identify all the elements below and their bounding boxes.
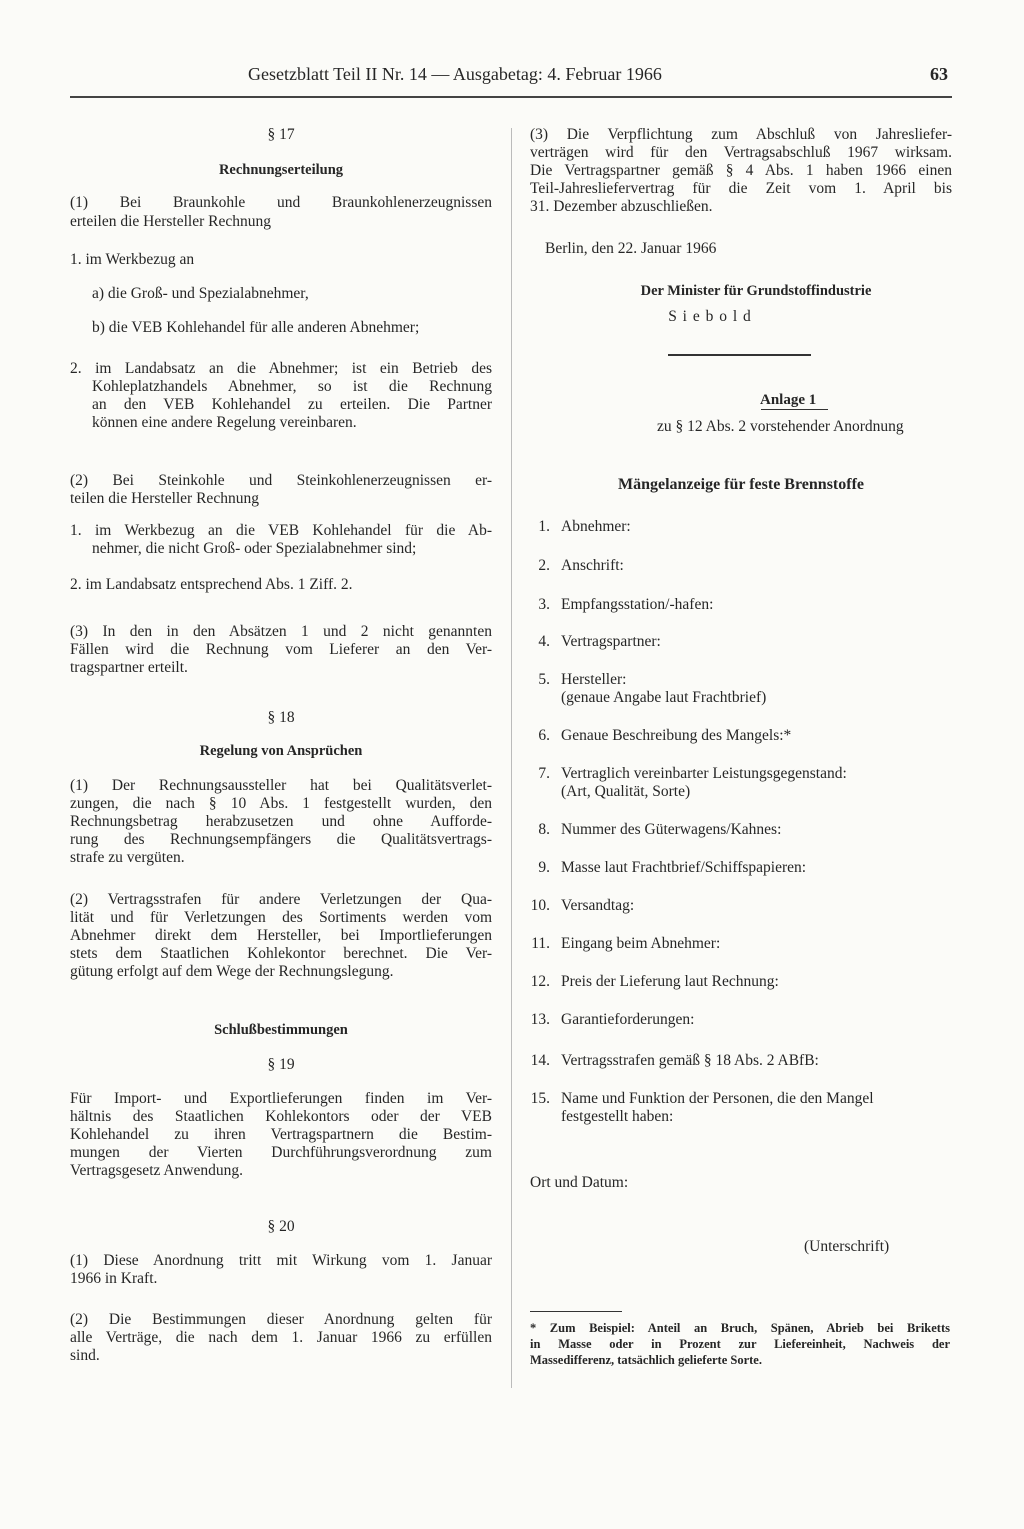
section-17-title: Rechnungserteilung bbox=[218, 162, 344, 178]
s17-item1: 1. im Werkbezug an bbox=[70, 251, 195, 268]
s19-line3: Kohlehandel zu ihren Vertragspartnern die Bestim- bbox=[70, 1126, 492, 1143]
s17-para3-line2: Fällen wird die Rechnung vom Lieferer an den Ver- bbox=[70, 641, 492, 658]
annex-title: Anlage 1 bbox=[760, 392, 817, 408]
s20-para1-line1: (1) Diese Anordnung tritt mit Wirkung vom 1. Januar bbox=[70, 1252, 492, 1269]
s18-para2-line1: (2) Vertragsstrafen für andere Verletzungen der Qua- bbox=[70, 891, 492, 908]
page-number: 63 bbox=[930, 64, 948, 84]
form-item-number: 10. bbox=[530, 897, 550, 914]
s18-para2-line5: gütung erfolgt auf dem Wege der Rechnungslegung. bbox=[70, 963, 394, 980]
form-item-label: Versandtag: bbox=[561, 897, 635, 914]
s18-para2-line4: stets dem Staatlichen Kohlekontor berechnet. Die Ver- bbox=[70, 945, 492, 962]
r-para3-line2: verträgen wird für den Vertragsabschluß 1967 wirksam. bbox=[530, 144, 952, 161]
s18-para1-line3: Rechnungsbetrag herabzusetzen und ohne Aufforde- bbox=[70, 813, 492, 830]
section-18-title: Regelung von Ansprüchen bbox=[199, 743, 363, 759]
form-title: Mängelanzeige für feste Brennstoffe bbox=[617, 476, 864, 493]
form-item-label-continued: (Art, Qualität, Sorte) bbox=[561, 783, 691, 800]
s17-para2-item2: 2. im Landabsatz entsprechend Abs. 1 Ziff. 2. bbox=[70, 576, 353, 593]
section-18-heading: § 18 bbox=[267, 709, 295, 726]
s20-para2-line2: alle Verträge, die nach dem 1. Januar 1966 zu erfüllen bbox=[70, 1329, 492, 1346]
s17-para1-line1: (1) Bei Braunkohle und Braunkohlenerzeugnissen bbox=[70, 194, 492, 211]
s17-para3-line3: tragspartner erteilt. bbox=[70, 659, 188, 676]
annex-title-underline bbox=[761, 409, 828, 410]
footnote-line2: in Masse oder in Prozent zur Liefereinheit, Nachweis der bbox=[530, 1337, 950, 1351]
form-item-number: 6. bbox=[538, 727, 550, 744]
form-item-number: 7. bbox=[538, 765, 550, 782]
s18-para1-line2: zungen, die nach § 10 Abs. 1 festgestellt wurden, den bbox=[70, 795, 492, 812]
s20-para1-line2: 1966 in Kraft. bbox=[70, 1270, 158, 1287]
form-item-label: Genaue Beschreibung des Mangels:* bbox=[561, 727, 792, 744]
s17-item2-line2: Kohleplatzhandels Abnehmer, so ist die Rechnung bbox=[92, 378, 492, 395]
s17-item1a: a) die Groß- und Spezialabnehmer, bbox=[92, 285, 309, 302]
section-20-heading: § 20 bbox=[267, 1218, 295, 1235]
s18-para2-line2: lität und für Verletzungen des Sortiments werden vom bbox=[70, 909, 492, 926]
form-item-number: 4. bbox=[538, 633, 550, 650]
header-rule bbox=[70, 96, 952, 98]
form-item-label: Name und Funktion der Personen, die den Mangel bbox=[561, 1090, 874, 1107]
s18-para2-line3: Abnehmer direkt dem Hersteller, bei Importlieferungen bbox=[70, 927, 492, 944]
s19-line4: mungen der Vierten Durchführungsverordnung zum bbox=[70, 1144, 492, 1161]
footnote-rule bbox=[530, 1311, 622, 1312]
minister-title: Der Minister für Grundstoffindustrie bbox=[640, 283, 872, 299]
form-item-number: 12. bbox=[530, 973, 550, 990]
form-item-number: 8. bbox=[538, 821, 550, 838]
signature-label: (Unterschrift) bbox=[804, 1238, 890, 1255]
r-para3-line3: Die Vertragspartner gemäß § 4 Abs. 1 haben 1966 einen bbox=[530, 162, 952, 179]
page-header-title: Gesetzblatt Teil II Nr. 14 — Ausgabetag: 4. Februar 1966 bbox=[248, 64, 662, 84]
r-para3-line1: (3) Die Verpflichtung zum Abschluß von Jahresliefer- bbox=[530, 126, 952, 143]
s17-para3-line1: (3) In den in den Absätzen 1 und 2 nicht genannten bbox=[70, 623, 492, 640]
annex-subtitle: zu § 12 Abs. 2 vorstehender Anordnung bbox=[657, 418, 904, 435]
s19-line2: hältnis des Staatlichen Kohlekontors oder der VEB bbox=[70, 1108, 492, 1125]
form-item-label: Vertragspartner: bbox=[561, 633, 661, 650]
s17-para1-line2: erteilen die Hersteller Rechnung bbox=[70, 213, 271, 230]
form-item-number: 11. bbox=[531, 935, 550, 952]
s18-para1-line5: strafe zu vergüten. bbox=[70, 849, 185, 866]
s17-item1b: b) die VEB Kohlehandel für alle anderen Abnehmer; bbox=[92, 319, 420, 336]
s17-item2-line4: können eine andere Regelung vereinbaren. bbox=[92, 414, 357, 431]
form-item-label-continued: (genaue Angabe laut Frachtbrief) bbox=[561, 689, 767, 706]
s20-para2-line3: sind. bbox=[70, 1347, 100, 1364]
section-19-heading: § 19 bbox=[267, 1056, 295, 1073]
form-item-label: Eingang beim Abnehmer: bbox=[561, 935, 721, 952]
form-item-label: Vertraglich vereinbarter Leistungsgegenstand: bbox=[561, 765, 847, 782]
separator-rule bbox=[668, 354, 811, 356]
form-item-number: 3. bbox=[538, 596, 550, 613]
s18-para1-line4: rung des Rechnungsempfängers die Qualitätsvertrags- bbox=[70, 831, 492, 848]
minister-name: S i e b o l d bbox=[668, 308, 752, 325]
s17-para2-item1-line1: 1. im Werkbezug an die VEB Kohlehandel für die Ab- bbox=[70, 522, 492, 539]
r-para3-line4: Teil-Jahresliefervertrag für die Zeit vom 1. April bis bbox=[530, 180, 952, 197]
form-item-label: Vertragsstrafen gemäß § 18 Abs. 2 ABfB: bbox=[561, 1052, 819, 1069]
form-item-label: Nummer des Güterwagens/Kahnes: bbox=[561, 821, 782, 838]
s18-para1-line1: (1) Der Rechnungsaussteller hat bei Qualitätsverlet- bbox=[70, 777, 492, 794]
form-item-number: 14. bbox=[530, 1052, 550, 1069]
form-item-label: Abnehmer: bbox=[561, 518, 631, 535]
r-para3-line5: 31. Dezember abzuschließen. bbox=[530, 198, 713, 215]
s19-line1: Für Import- und Exportlieferungen finden im Ver- bbox=[70, 1090, 492, 1107]
s17-para2-line1: (2) Bei Steinkohle und Steinkohlenerzeugnissen er- bbox=[70, 472, 492, 489]
form-item-label: Preis der Lieferung laut Rechnung: bbox=[561, 973, 779, 990]
form-item-label: Garantieforderungen: bbox=[561, 1011, 695, 1028]
form-item-label: Hersteller: bbox=[561, 671, 627, 688]
form-item-label: Masse laut Frachtbrief/Schiffspapieren: bbox=[561, 859, 807, 876]
column-divider bbox=[511, 128, 512, 1388]
form-item-label-continued: festgestellt haben: bbox=[561, 1108, 674, 1125]
s20-para2-line1: (2) Die Bestimmungen dieser Anordnung gelten für bbox=[70, 1311, 492, 1328]
s17-item2-line3: an den VEB Kohlehandel zu erteilen. Die Partner bbox=[92, 396, 492, 413]
form-item-number: 9. bbox=[538, 859, 550, 876]
s17-para2-line2: teilen die Hersteller Rechnung bbox=[70, 490, 259, 507]
form-item-number: 1. bbox=[538, 518, 550, 535]
s17-item2-line1: 2. im Landabsatz an die Abnehmer; ist ein Betrieb des bbox=[70, 360, 492, 377]
footnote-line3: Massedifferenz, tatsächlich gelieferte Sorte. bbox=[530, 1353, 762, 1367]
final-provisions-title: Schlußbestimmungen bbox=[214, 1022, 348, 1038]
form-item-number: 2. bbox=[538, 557, 550, 574]
form-item-number: 15. bbox=[530, 1090, 550, 1107]
form-item-number: 13. bbox=[530, 1011, 550, 1028]
section-17-heading: § 17 bbox=[267, 126, 295, 143]
s19-line5: Vertragsgesetz Anwendung. bbox=[70, 1162, 244, 1179]
footnote-line1: * Zum Beispiel: Anteil an Bruch, Spänen, Abrieb bei Briketts bbox=[530, 1321, 950, 1335]
form-item-number: 5. bbox=[538, 671, 550, 688]
form-item-label: Anschrift: bbox=[561, 557, 624, 574]
form-item-label: Empfangsstation/-hafen: bbox=[561, 596, 714, 613]
s17-para2-item1-line2: nehmer, die nicht Groß- oder Spezialabnehmer sind; bbox=[92, 540, 417, 557]
place-date: Berlin, den 22. Januar 1966 bbox=[545, 240, 717, 257]
place-and-date-label: Ort und Datum: bbox=[530, 1174, 629, 1191]
